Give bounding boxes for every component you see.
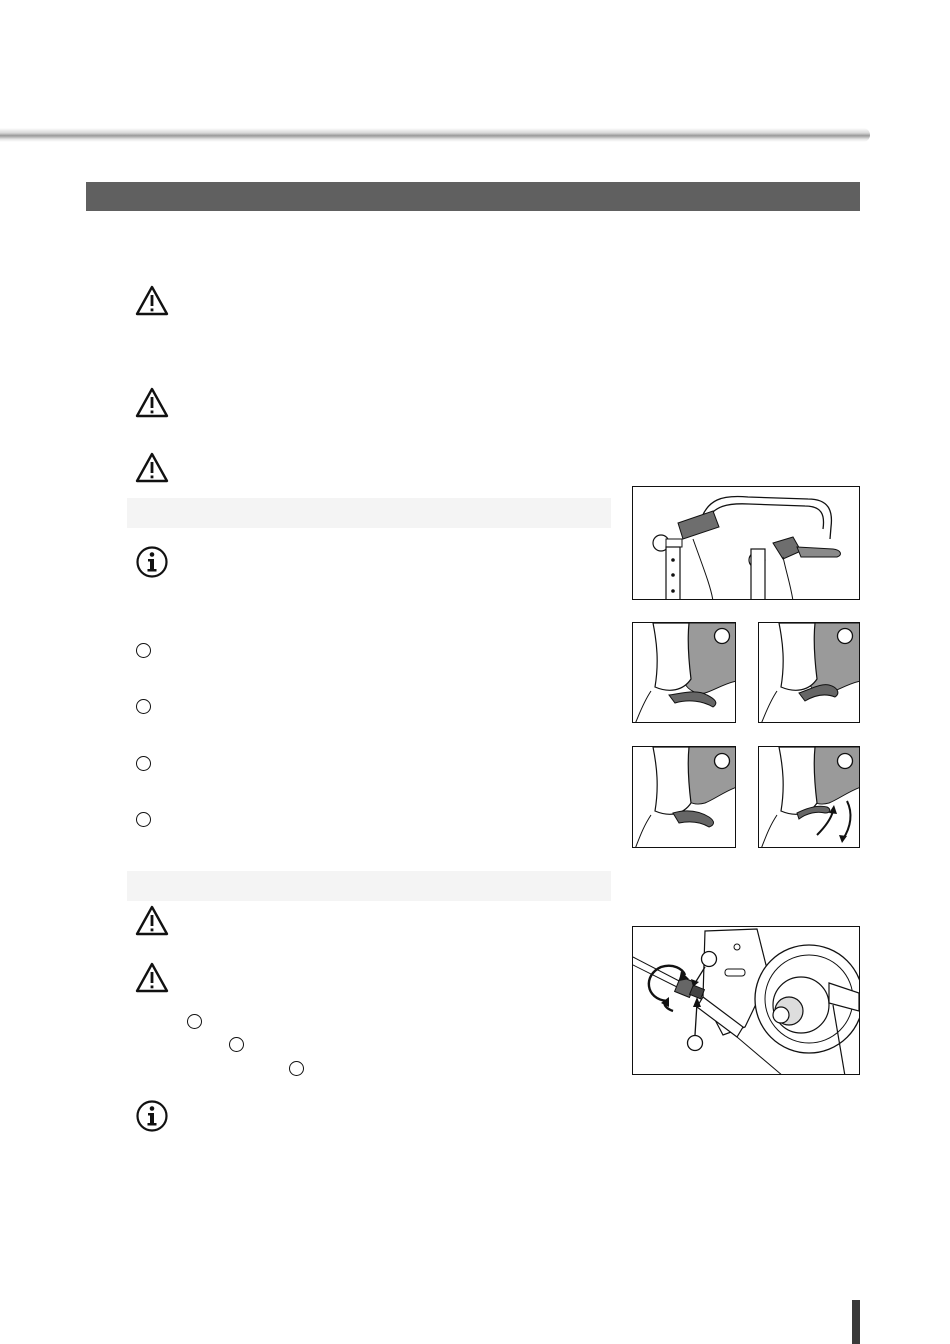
header-rule: [0, 128, 870, 142]
fig-lever-step-1: [632, 622, 736, 723]
callout-circle: [229, 1037, 244, 1052]
fig-handle-brake-overview: [632, 486, 860, 600]
page-edge-tab: [852, 1300, 860, 1344]
fig-lever-step-4: [758, 746, 860, 848]
warning-triangle-icon: [134, 961, 170, 995]
warning-triangle-icon: [134, 284, 170, 318]
fig-lever-step-2: [758, 622, 860, 723]
warning-triangle-icon: [134, 451, 170, 485]
fig-cable-adjuster: [632, 926, 860, 1075]
warning-triangle-icon: [134, 904, 170, 938]
step-callout-circle: [136, 643, 151, 658]
step-callout-circle: [136, 756, 151, 771]
step-callout-circle: [136, 699, 151, 714]
callout-circle: [187, 1014, 202, 1029]
step-callout-circle: [136, 812, 151, 827]
info-circle-icon: [134, 545, 170, 579]
subsection-bar: [127, 871, 611, 901]
fig-lever-step-3: [632, 746, 736, 848]
callout-circle: [289, 1061, 304, 1076]
subsection-bar: [127, 498, 611, 528]
info-circle-icon: [134, 1099, 170, 1133]
section-title-bar: [86, 182, 860, 211]
warning-triangle-icon: [134, 386, 170, 420]
